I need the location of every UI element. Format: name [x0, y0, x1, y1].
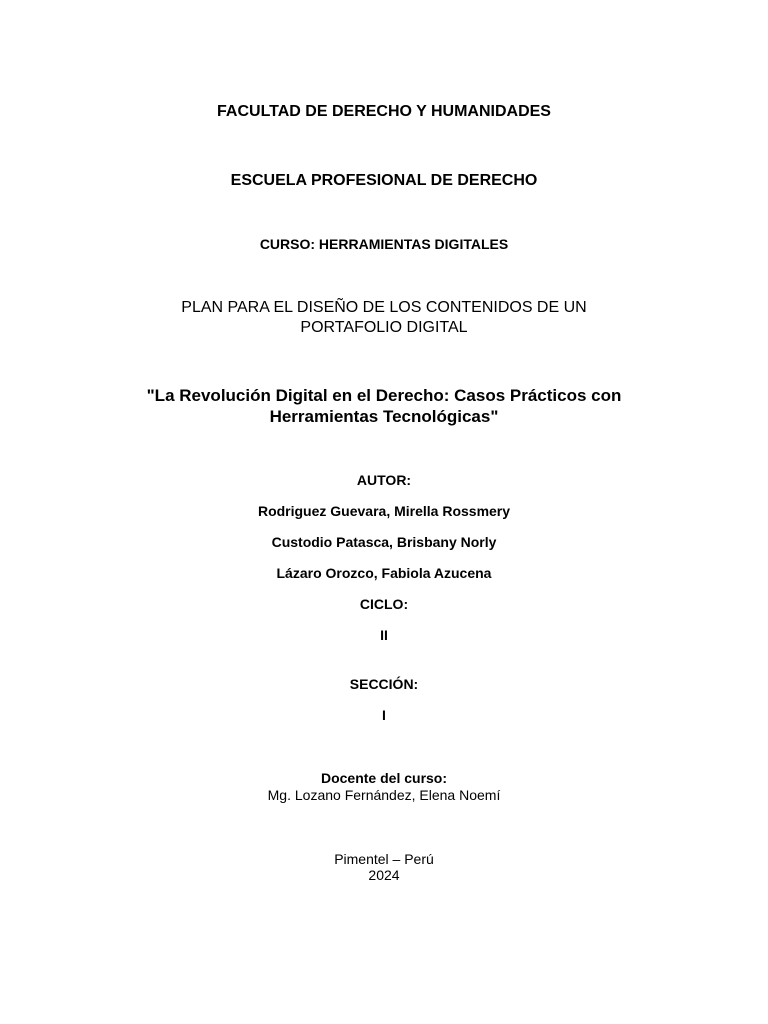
teacher-name: Mg. Lozano Fernández, Elena Noemí [267, 787, 501, 803]
project-title-line-1: "La Revolución Digital en el Derecho: Casos Prácticos con [146, 386, 622, 405]
author-name-2: Custodio Patasca, Brisbany Norly [271, 534, 497, 550]
cycle-label: CICLO: [359, 596, 409, 612]
author-label: AUTOR: [356, 472, 412, 488]
project-title-line-2: Herramientas Tecnológicas" [269, 407, 499, 426]
faculty-heading: FACULTAD DE DERECHO Y HUMANIDADES [217, 103, 551, 120]
teacher-label: Docente del curso: [320, 770, 448, 786]
plan-title-line-1: PLAN PARA EL DISEÑO DE LOS CONTENIDOS DE UN [181, 299, 587, 316]
cycle-value: II [380, 627, 388, 643]
year-text: 2024 [368, 867, 400, 883]
section-label: SECCIÓN: [349, 676, 419, 692]
location-text: Pimentel – Perú [334, 851, 434, 867]
author-name-1: Rodriguez Guevara, Mirella Rossmery [257, 503, 511, 519]
author-name-3: Lázaro Orozco, Fabiola Azucena [276, 565, 492, 581]
course-heading: CURSO: HERRAMIENTAS DIGITALES [259, 236, 509, 252]
section-value: I [382, 707, 386, 723]
school-heading: ESCUELA PROFESIONAL DE DERECHO [230, 172, 538, 189]
plan-title-line-2: PORTAFOLIO DIGITAL [300, 319, 468, 336]
